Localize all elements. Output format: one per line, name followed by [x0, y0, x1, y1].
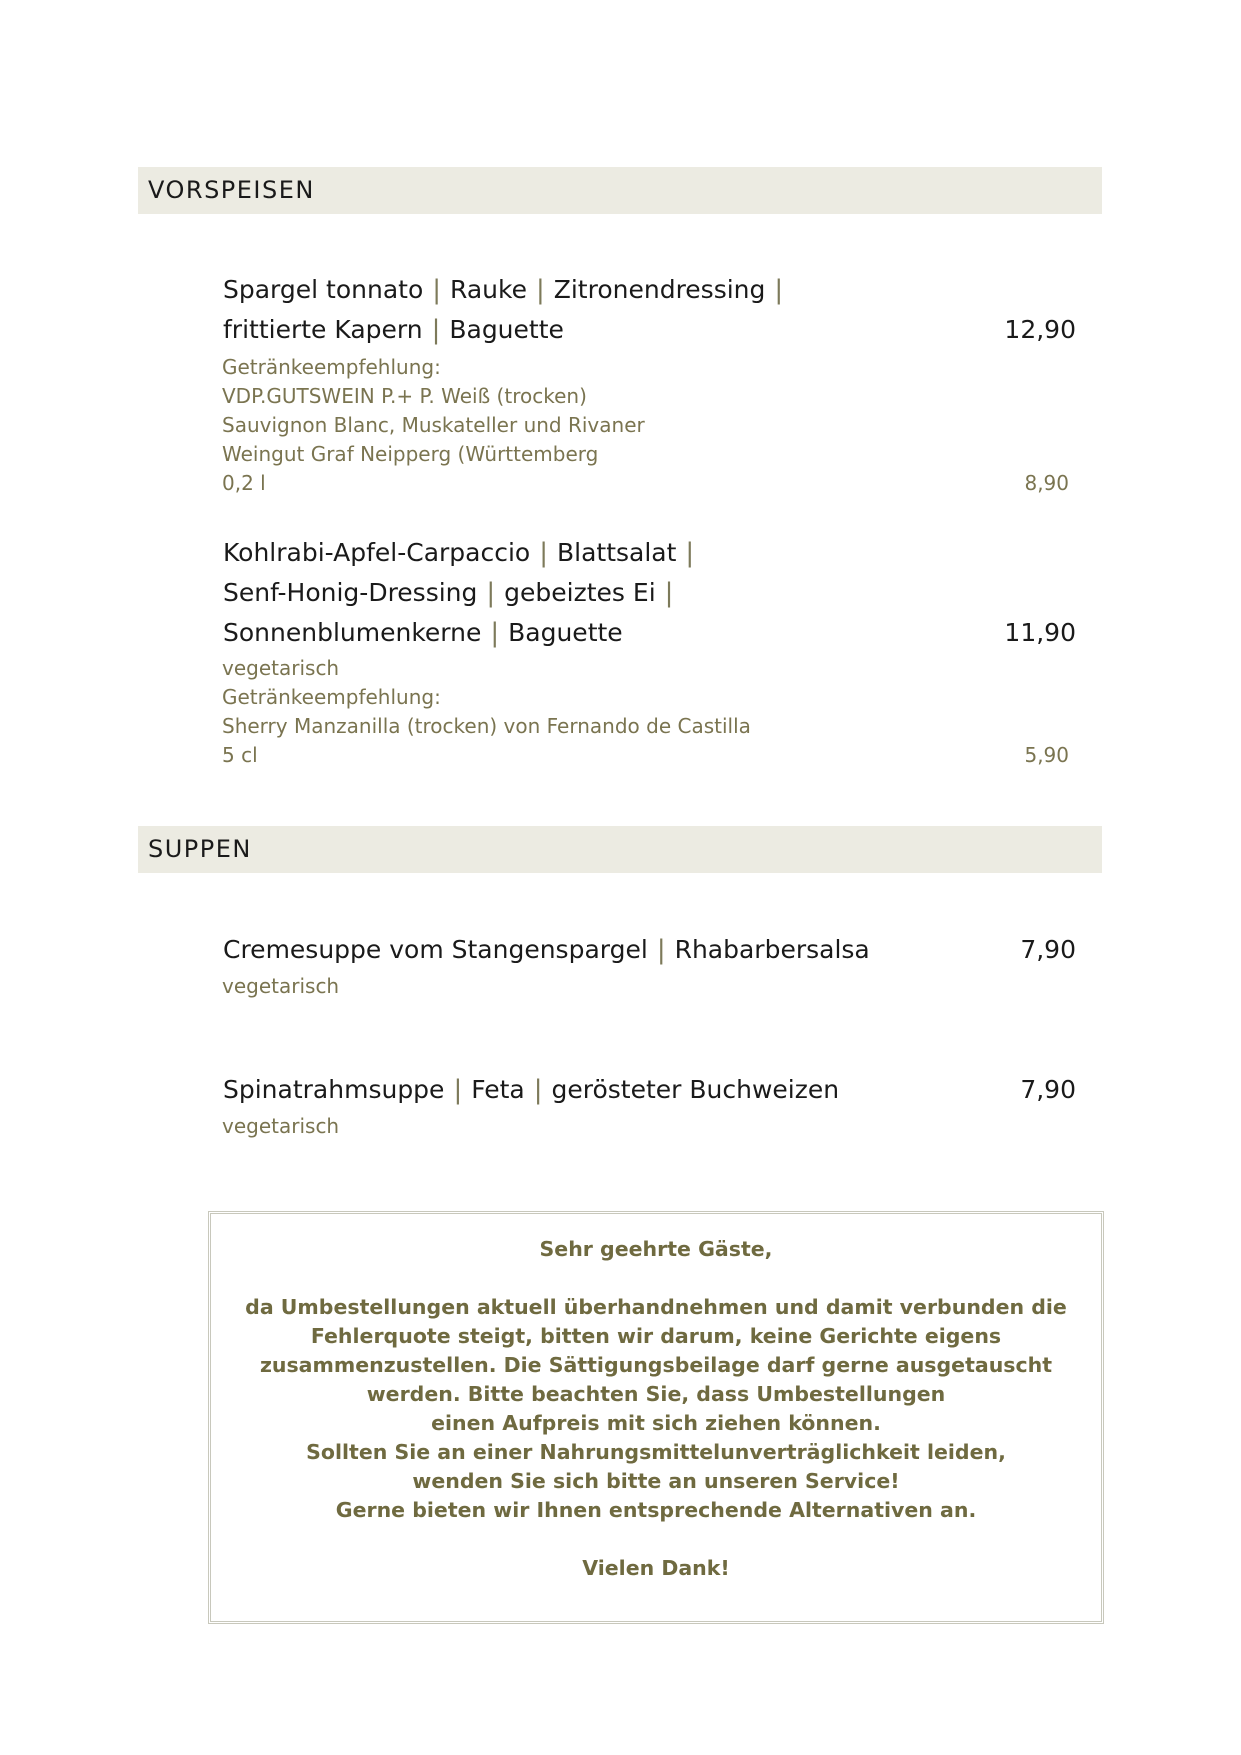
dish-component: Rhabarbersalsa: [674, 935, 870, 964]
dish-line: [223, 578, 682, 608]
separator: |: [432, 275, 442, 305]
dish-component: Baguette: [449, 315, 564, 344]
dish-line: [223, 618, 623, 648]
notice-line: werden. Bitte beachten Sie, dass Umbestellungen: [366, 1382, 946, 1406]
drink-grapes: Sauvignon Blanc, Muskateller und Rivaner: [222, 413, 645, 437]
dish-component: Feta: [471, 1075, 525, 1104]
separator: |: [539, 538, 548, 568]
dish-line: [223, 1075, 839, 1105]
diet-tag: vegetarisch: [222, 656, 340, 680]
dish-price: 11,90: [1004, 618, 1076, 647]
notice-line: Gerne bieten wir Ihnen entsprechende Alternativen an.: [335, 1498, 977, 1522]
diet-tag: vegetarisch: [222, 974, 340, 998]
drink-volume: 5 cl: [222, 743, 258, 767]
dish-component: Blattsalat: [556, 538, 677, 567]
dish-component: Sonnenblumenkerne: [223, 618, 482, 647]
notice-line: wenden Sie sich bitte an unseren Service!: [412, 1469, 900, 1493]
drink-winery: Weingut Graf Neipperg (Württemberg: [222, 442, 599, 466]
notice-line: zusammenzustellen. Die Sättigungsbeilage darf gerne ausgetauscht: [259, 1353, 1053, 1377]
drink-price: 5,90: [1024, 743, 1069, 767]
separator: |: [453, 1075, 463, 1105]
drink-volume: 0,2 l: [222, 471, 266, 495]
drink-name: Sherry Manzanilla (trocken) von Fernando de Castilla: [222, 714, 751, 738]
separator: |: [774, 275, 784, 305]
notice-thanks: Vielen Dank!: [582, 1556, 730, 1580]
section-header-suppen: [138, 826, 1102, 873]
dish-component: frittierte Kapern: [223, 315, 423, 344]
dish-component: gerösteter Buchweizen: [551, 1075, 840, 1104]
dish-component: Kohlrabi-Apfel-Carpaccio: [223, 538, 531, 567]
drink-price: 8,90: [1024, 471, 1069, 495]
dish-component: Senf-Honig-Dressing: [223, 578, 478, 607]
separator: |: [535, 275, 545, 305]
dish-component: gebeiztes Ei: [504, 578, 656, 607]
dish-price: 12,90: [1004, 315, 1076, 344]
dish-component: Cremesuppe vom Stangenspargel: [223, 935, 648, 964]
dish-price: 7,90: [1020, 935, 1076, 964]
guest-notice-box: [208, 1211, 1104, 1624]
separator: |: [486, 578, 496, 608]
drink-name: VDP.GUTSWEIN P.+ P. Weiß (trocken): [222, 384, 587, 408]
dish-price: 7,90: [1020, 1075, 1076, 1104]
separator: |: [656, 935, 666, 965]
separator: |: [431, 315, 441, 345]
drink-recommendation-label: Getränkeempfehlung:: [222, 355, 441, 379]
dish-component: Spargel tonnato: [223, 275, 424, 304]
diet-tag: vegetarisch: [222, 1114, 340, 1138]
notice-greeting: Sehr geehrte Gäste,: [539, 1237, 773, 1261]
dish-line: [223, 315, 564, 345]
section-title: VORSPEISEN: [148, 176, 315, 204]
dish-component: Rauke: [450, 275, 527, 304]
separator: |: [490, 618, 500, 648]
dish-component: Baguette: [508, 618, 623, 647]
notice-line: Fehlerquote steigt, bitten wir darum, keine Gerichte eigens: [310, 1324, 1002, 1348]
dish-line: [223, 538, 703, 568]
notice-line: einen Aufpreis mit sich ziehen können.: [431, 1411, 881, 1435]
separator: |: [664, 578, 674, 608]
dish-component: Zitronendressing: [553, 275, 766, 304]
dish-line: [223, 275, 792, 305]
drink-recommendation-label: Getränkeempfehlung:: [222, 685, 441, 709]
separator: |: [685, 538, 695, 568]
dish-component: Spinatrahmsuppe: [223, 1075, 445, 1104]
notice-line: Sollten Sie an einer Nahrungsmittelunverträglichkeit leiden,: [306, 1440, 1006, 1464]
dish-line: [223, 935, 870, 965]
separator: |: [533, 1075, 543, 1105]
section-header-vorspeisen: [138, 167, 1102, 214]
notice-line: da Umbestellungen aktuell überhandnehmen und damit verbunden die: [245, 1295, 1067, 1319]
section-title: SUPPEN: [148, 835, 252, 863]
